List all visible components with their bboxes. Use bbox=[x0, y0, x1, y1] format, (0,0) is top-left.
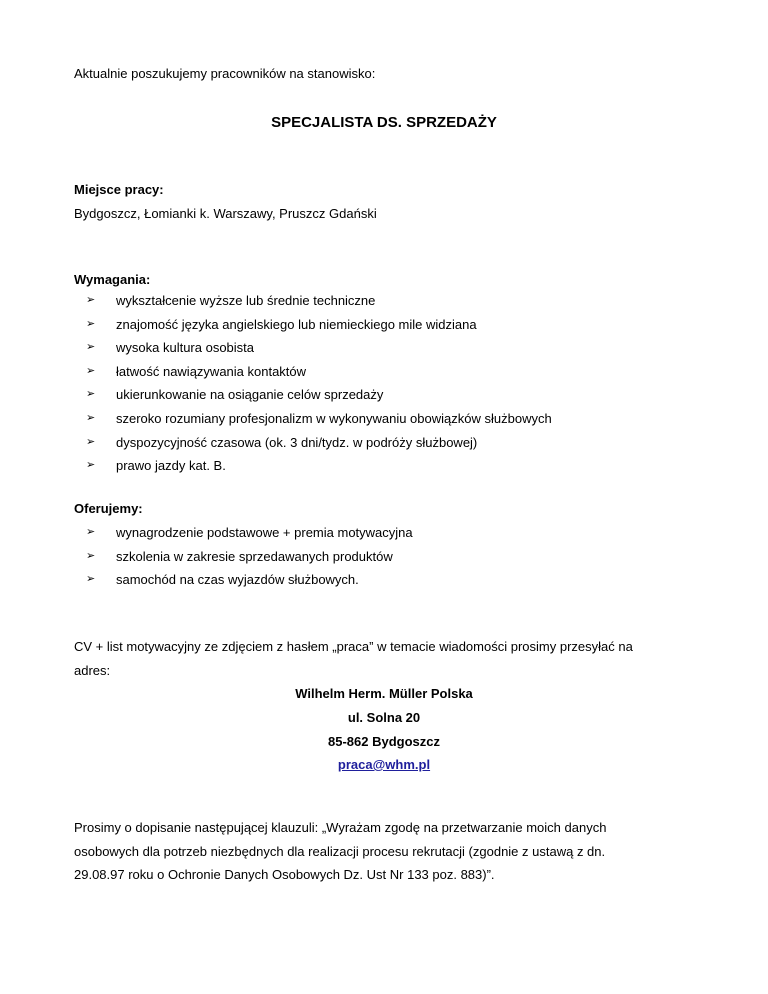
requirement-text: ukierunkowanie na osiąganie celów sprzedaży bbox=[116, 387, 384, 403]
requirement-text: znajomość języka angielskiego lub niemieckiego mile widziana bbox=[116, 316, 477, 332]
arrow-bullet-icon: ➢ bbox=[86, 317, 96, 330]
email-link-wrapper bbox=[0, 757, 768, 772]
arrow-bullet-icon: ➢ bbox=[86, 411, 96, 424]
email-link[interactable]: praca@whm.pl bbox=[337, 757, 431, 772]
street-address: ul. Solna 20 bbox=[347, 710, 421, 725]
list-item bbox=[86, 313, 552, 337]
offer-text: szkolenia w zakresie sprzedawanych produktów bbox=[116, 548, 393, 564]
application-text-line1: CV + list motywacyjny ze zdjęciem z hasłem „praca” w temacie wiadomości prosimy przesyłać na bbox=[74, 639, 633, 654]
location-heading: Miejsce pracy: bbox=[74, 182, 164, 197]
arrow-bullet-icon: ➢ bbox=[86, 388, 96, 401]
requirements-heading: Wymagania: bbox=[74, 272, 151, 287]
consent-clause bbox=[74, 816, 694, 887]
list-item bbox=[86, 431, 552, 455]
list-item bbox=[86, 289, 552, 313]
arrow-bullet-icon: ➢ bbox=[86, 364, 96, 377]
application-text-line2: adres: bbox=[74, 663, 111, 678]
city-address: 85-862 Bydgoszcz bbox=[328, 734, 440, 749]
list-item bbox=[86, 545, 413, 569]
arrow-bullet-icon: ➢ bbox=[86, 341, 96, 354]
list-item bbox=[86, 454, 552, 478]
consent-clause-line3: 29.08.97 roku o Ochronie Danych Osobowych Dz. Ust Nr 133 poz. 883)”. bbox=[74, 867, 495, 882]
offer-list bbox=[86, 521, 413, 592]
requirement-text: prawo jazdy kat. B. bbox=[116, 458, 226, 474]
company-name: Wilhelm Herm. Müller Polska bbox=[295, 686, 473, 701]
consent-clause-line2: osobowych dla potrzeb niezbędnych dla realizacji procesu rekrutacji (zgodnie z ustawą z dn. bbox=[74, 843, 606, 859]
requirement-text: wysoka kultura osobista bbox=[116, 340, 255, 356]
offer-text: samochód na czas wyjazdów służbowych. bbox=[116, 572, 359, 588]
offer-heading: Oferujemy: bbox=[74, 501, 143, 516]
list-item bbox=[86, 521, 413, 545]
arrow-bullet-icon: ➢ bbox=[86, 435, 96, 448]
intro-text: Aktualnie poszukujemy pracowników na stanowisko: bbox=[74, 66, 376, 81]
requirement-text: dyspozycyjność czasowa (ok. 3 dni/tydz. w podróży służbowej) bbox=[116, 434, 478, 450]
list-item bbox=[86, 336, 552, 360]
arrow-bullet-icon: ➢ bbox=[86, 459, 96, 472]
list-item bbox=[86, 360, 552, 384]
arrow-bullet-icon: ➢ bbox=[86, 526, 96, 538]
offer-text: wynagrodzenie podstawowe + premia motywacyjna bbox=[116, 525, 413, 540]
list-item bbox=[86, 407, 552, 431]
location-value: Bydgoszcz, Łomianki k. Warszawy, Pruszcz Gdański bbox=[74, 206, 377, 221]
arrow-bullet-icon: ➢ bbox=[86, 294, 96, 306]
requirement-text: szeroko rozumiany profesjonalizm w wykonywaniu obowiązków służbowych bbox=[116, 410, 552, 426]
job-title: SPECJALISTA DS. SPRZEDAŻY bbox=[271, 114, 497, 131]
arrow-bullet-icon: ➢ bbox=[86, 573, 96, 586]
consent-clause-line1: Prosimy o dopisanie następującej klauzuli: „Wyrażam zgodę na przetwarzanie moich danych bbox=[74, 820, 607, 835]
arrow-bullet-icon: ➢ bbox=[86, 549, 96, 562]
list-item bbox=[86, 383, 552, 407]
list-item bbox=[86, 568, 413, 592]
requirement-text: wykształcenie wyższe lub średnie techniczne bbox=[116, 293, 376, 308]
requirement-text: łatwość nawiązywania kontaktów bbox=[116, 363, 307, 379]
requirements-list bbox=[86, 289, 552, 478]
